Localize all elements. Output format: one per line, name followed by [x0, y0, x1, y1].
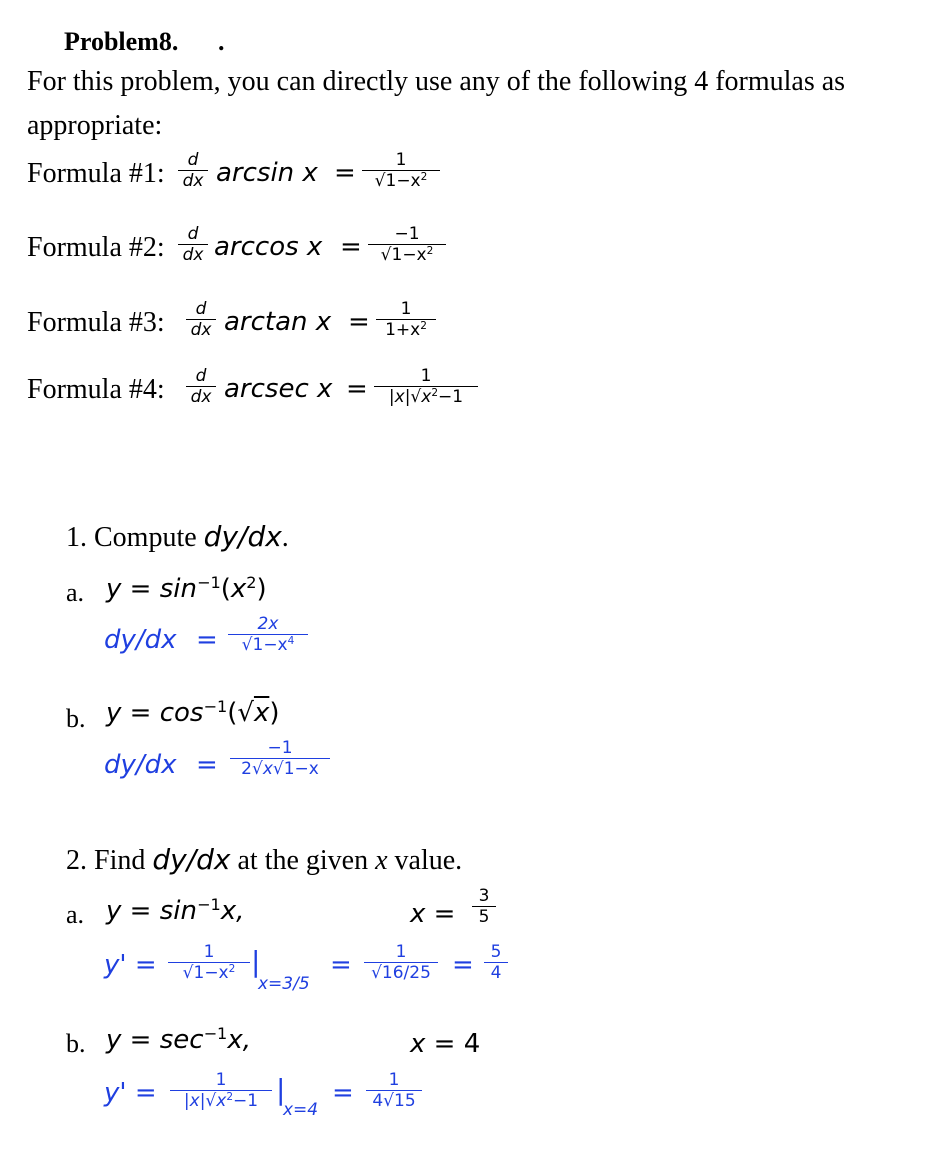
question-1a-function: $y = \sin^{-1}(x^2)$ — [106, 573, 267, 604]
formula-4-result: 1 $|x|√x^2-1$ — [374, 366, 478, 407]
formula-4-label: Formula #4: — [27, 374, 165, 405]
title-dot: . — [218, 27, 225, 56]
question-2a-eval-at: x=3/5 — [258, 974, 310, 994]
problem-title: Problem8. — [64, 27, 179, 56]
question-2b-eval-at: x=4 — [283, 1100, 319, 1120]
question-1b-equals: = — [196, 750, 218, 780]
question-2b-x-value: x = 4 — [410, 1029, 481, 1059]
question-2b-label: b. — [66, 1029, 86, 1058]
formula-3-label: Formula #3: — [27, 307, 165, 338]
question-2a-x-fraction: 3 5 — [472, 886, 496, 927]
question-2-heading: 2. Find dy/dx at the given x value. — [66, 843, 463, 876]
formula-1-label: Formula #1: — [27, 158, 165, 189]
formula-2-result: −1 $√1-x^2$ — [368, 224, 446, 265]
question-2a-step: 1 √16/25 — [364, 942, 438, 983]
question-2a-yprime: y' = — [104, 950, 157, 980]
question-2b-eval-bar: | — [276, 1073, 286, 1106]
question-2a-equals-1: = — [330, 950, 352, 980]
question-2a-derivative: 1 $√1-x^2$ — [168, 942, 250, 983]
question-1a-equals: = — [196, 625, 218, 655]
question-1b-dydx: dy/dx — [104, 750, 177, 780]
formula-1-ddx: d dx — [178, 150, 208, 191]
question-1a-answer: 2x $√1-x^4$ — [228, 614, 308, 655]
question-1a-dydx: dy/dx — [104, 625, 177, 655]
question-2a-equals-2: = — [452, 950, 474, 980]
question-1b-answer: −1 2√x√1−x — [230, 738, 330, 779]
question-2b-function: $y = \sec^{-1}x$, — [106, 1024, 251, 1055]
question-2b-equals: = — [332, 1078, 354, 1108]
question-2b-result: 1 4√15 — [366, 1070, 422, 1111]
formula-2-ddx: d dx — [178, 224, 208, 265]
formula-3-ddx: d dx — [186, 299, 216, 340]
formula-4-ddx: d dx — [186, 366, 216, 407]
formula-1-result: 1 $√1-x^2$ — [362, 150, 440, 191]
formula-4-func: arcsec x — [224, 374, 333, 404]
formula-1-func: arcsin x — [216, 158, 318, 188]
formula-1-equals: = — [334, 158, 356, 188]
formula-2-label: Formula #2: — [27, 232, 165, 263]
formula-2-func: arccos x — [214, 232, 323, 262]
question-2b-yprime: y' = — [104, 1078, 157, 1108]
question-1a-label: a. — [66, 578, 85, 607]
formula-3-equals: = — [348, 307, 370, 337]
intro-line-1: For this problem, you can directly use any of the following 4 formulas as — [27, 66, 846, 97]
question-2a-eval-bar: | — [251, 945, 261, 978]
formula-2-equals: = — [340, 232, 362, 262]
question-2a-label: a. — [66, 900, 85, 929]
formula-3-func: arctan x — [224, 307, 332, 337]
question-1b-function: $y = \cos^{-1}(√x)$ — [106, 697, 280, 728]
formula-4-equals: = — [346, 374, 368, 404]
question-1-heading: 1. Compute dy/dx. — [66, 520, 289, 553]
question-2b-derivative: 1 $|x|√x^2-1$ — [170, 1070, 272, 1111]
question-2a-x-value: x = — [410, 899, 456, 929]
question-1b-label: b. — [66, 704, 86, 733]
question-2a-function: $y = \sin^{-1}x$, — [106, 895, 245, 926]
formula-3-result: 1 $1+x^2$ — [376, 299, 436, 340]
question-2a-result: 5 4 — [484, 942, 508, 983]
intro-line-2: appropriate: — [27, 110, 163, 141]
